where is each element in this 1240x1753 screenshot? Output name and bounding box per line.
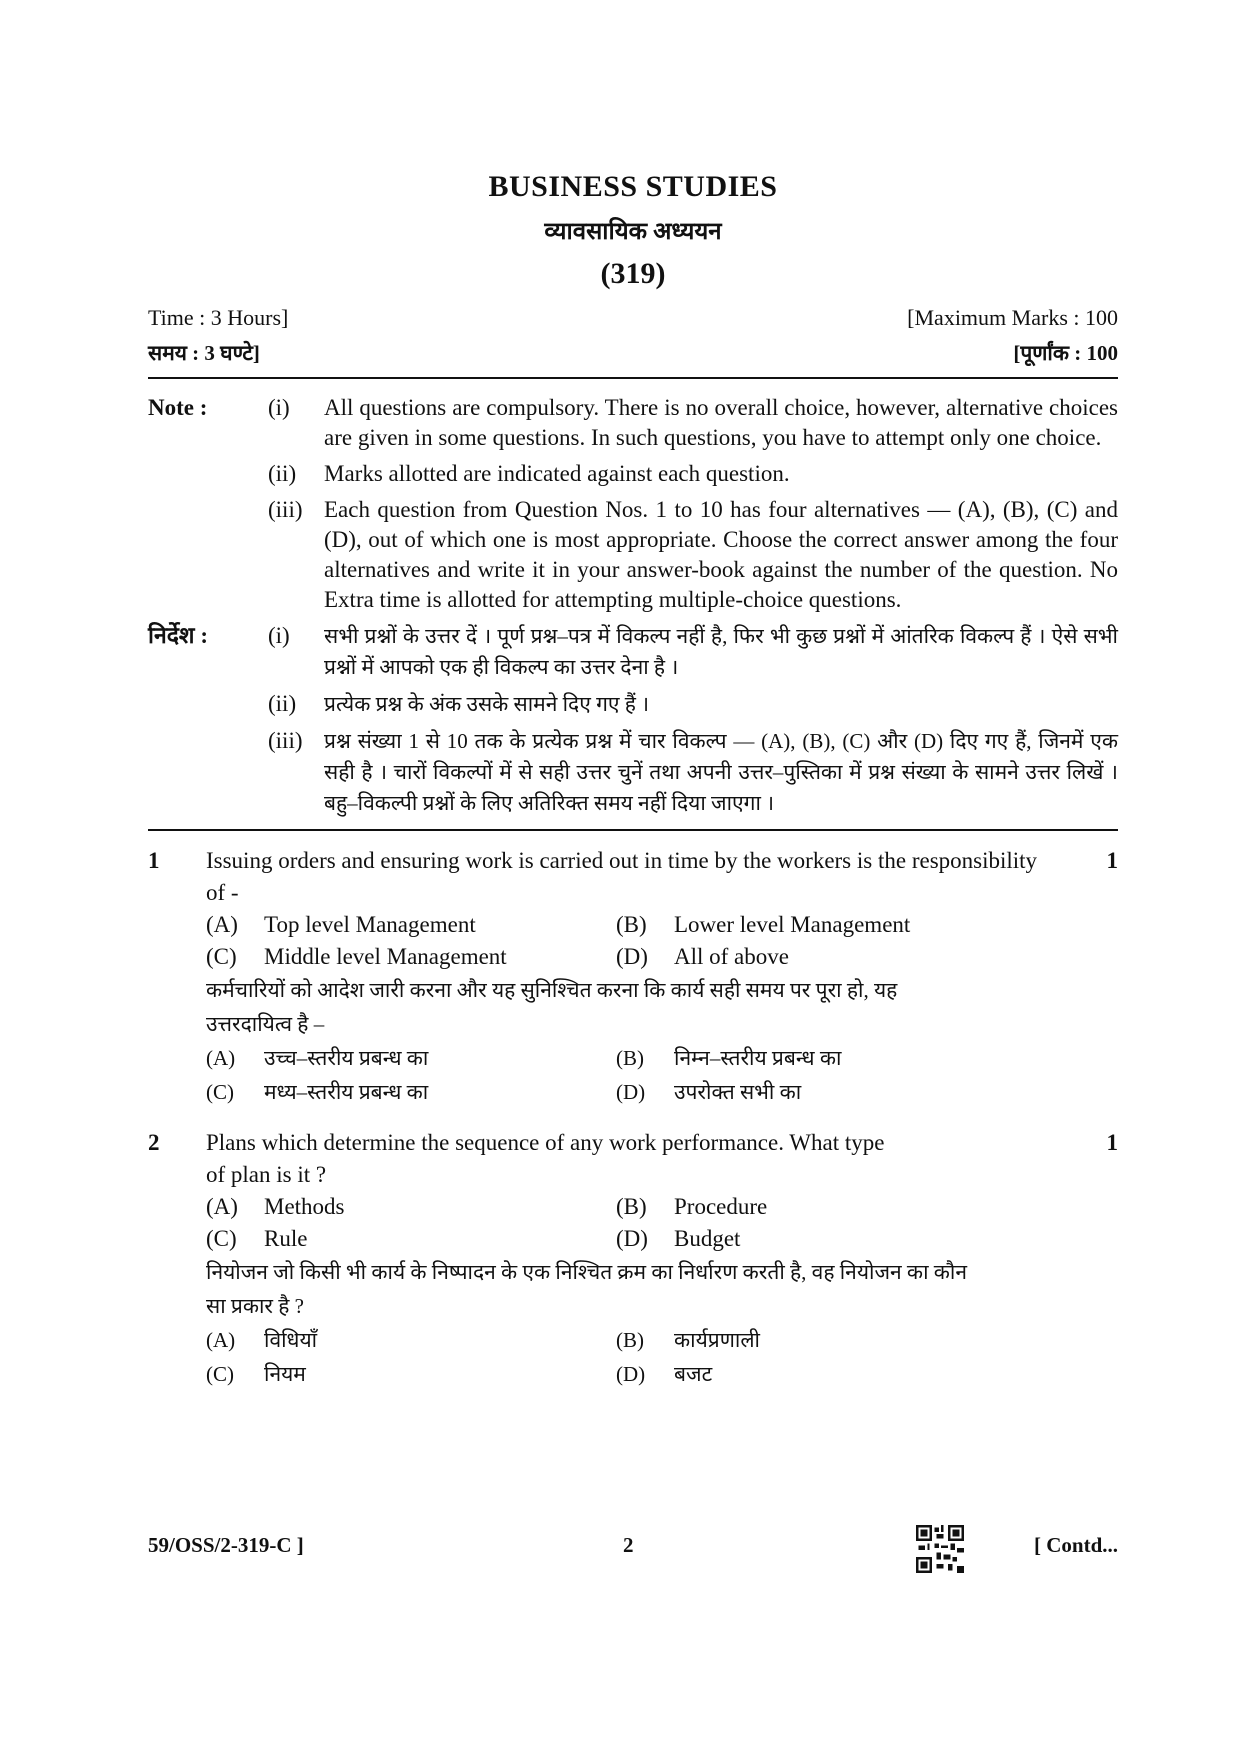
option-letter: (C) — [206, 1080, 234, 1104]
question-1 — [148, 845, 1118, 1109]
question-number: 1 — [148, 848, 160, 873]
option — [616, 909, 1058, 941]
option-letter: (C) — [206, 1226, 237, 1251]
note-text: Marks allotted are indicated against each question. — [324, 461, 790, 486]
option — [206, 941, 616, 973]
options-english — [206, 909, 1058, 973]
option — [206, 1041, 616, 1075]
question-2 — [148, 1127, 1118, 1391]
qr-code-icon — [916, 1525, 964, 1573]
option — [616, 1041, 1058, 1075]
note-number: (i) — [268, 395, 290, 420]
note-text-hindi: सभी प्रश्नों के उत्तर दें । पूर्ण प्रश्न–पत्र में विकल्प नहीं है, फिर भी कुछ प्रश्नों में आंतरिक विकल्प हैं । ऐसे सभी प्रश्नों में आपको एक ही विकल्प का उत्तर देना है । — [324, 624, 1118, 679]
option-text: Methods — [264, 1194, 345, 1219]
meta-row-english — [148, 305, 1118, 331]
option-text: बजट — [674, 1362, 713, 1386]
option — [206, 1075, 616, 1109]
option-letter: (B) — [616, 1194, 647, 1219]
question-number: 2 — [148, 1130, 160, 1155]
option — [206, 1357, 616, 1391]
options-hindi — [206, 1323, 1058, 1391]
option-letter: (A) — [206, 1046, 236, 1070]
page-number: 2 — [623, 1533, 634, 1557]
time-label: Time : 3 Hours] — [148, 305, 289, 330]
option-text: Budget — [674, 1226, 741, 1251]
option-text: कार्यप्रणाली — [674, 1328, 760, 1352]
question-text-hindi: नियोजन जो किसी भी कार्य के निष्पादन के एक निश्चित क्रम का निर्धारण करती है, वह नियोजन का कौन सा प्रकार है ? — [206, 1260, 967, 1318]
option-letter: (B) — [616, 1328, 644, 1352]
question-text: Plans which determine the sequence of any work performance. What type of plan is it ? — [206, 1130, 885, 1187]
note-label: Note : — [148, 395, 208, 420]
question-marks: 1 — [1106, 1130, 1118, 1155]
page-footer — [148, 1525, 1118, 1565]
question-text: Issuing orders and ensuring work is carried out in time by the workers is the responsibility of - — [206, 848, 1038, 905]
option-text: निम्न–स्तरीय प्रबन्ध का — [674, 1046, 842, 1070]
option-letter: (D) — [616, 1226, 648, 1251]
question-body — [206, 1127, 1058, 1391]
option-text: नियम — [264, 1362, 306, 1386]
option — [616, 941, 1058, 973]
question-text-hindi: कर्मचारियों को आदेश जारी करना और यह सुनिश्चित करना कि कार्य सही समय पर पूरा हो, यह उत्तरदायित्व है – — [206, 978, 898, 1036]
option-letter: (D) — [616, 1362, 646, 1386]
note-number: (ii) — [268, 461, 297, 486]
question-marks: 1 — [1106, 848, 1118, 873]
option-text: All of above — [674, 944, 789, 969]
note-number: (iii) — [268, 728, 303, 753]
note-label-hindi: निर्देश : — [148, 623, 208, 648]
option-text: Middle level Management — [264, 944, 507, 969]
option-text: Lower level Management — [674, 912, 911, 937]
question-body — [206, 845, 1058, 1109]
option-text: Procedure — [674, 1194, 768, 1219]
option-text: मध्य–स्तरीय प्रबन्ध का — [264, 1080, 429, 1104]
option — [206, 1223, 616, 1255]
subject-code: (319) — [600, 257, 666, 290]
option — [206, 1323, 616, 1357]
continued-label: [ Contd... — [1033, 1533, 1118, 1557]
option-letter: (C) — [206, 944, 237, 969]
marks-label: [Maximum Marks : 100 — [907, 305, 1118, 330]
option-text: उपरोक्त सभी का — [674, 1080, 802, 1104]
meta-row-hindi — [148, 339, 1118, 367]
option-letter: (B) — [616, 1046, 644, 1070]
exam-page — [148, 170, 1118, 1391]
note-text-hindi: प्रत्येक प्रश्न के अंक उसके सामने दिए गए हैं । — [324, 692, 650, 716]
option-letter: (A) — [206, 912, 238, 937]
option — [206, 1191, 616, 1223]
note-number: (iii) — [268, 497, 303, 522]
option-letter: (B) — [616, 912, 647, 937]
option-text: Rule — [264, 1226, 308, 1251]
page-title-hindi: व्यावसायिक अध्ययन — [544, 219, 722, 245]
marks-label-hindi: [पूर्णांक : 100 — [1013, 341, 1118, 365]
note-text: All questions are compulsory. There is no overall choice, however, alternative choices are given in some questions. In such questions, you have to attempt only one choice. — [324, 395, 1118, 450]
instructions-english — [148, 393, 1118, 825]
page-title: BUSINESS STUDIES — [488, 170, 778, 203]
option-letter: (D) — [616, 944, 648, 969]
option — [616, 1223, 1058, 1255]
note-number: (ii) — [268, 691, 297, 716]
note-number: (i) — [268, 623, 290, 648]
option-text: उच्च–स्तरीय प्रबन्ध का — [264, 1046, 429, 1070]
note-text: Each question from Question Nos. 1 to 10 has four alternatives — (A), (B), (C) and (D), out of which one is most appropriate. Choose the correct answer among the four alternatives and write it in your answer-book against the number of the question. No Extra time is allotted for attempting multiple-choice questions. — [324, 497, 1118, 612]
options-hindi — [206, 1041, 1058, 1109]
option — [206, 909, 616, 941]
option — [616, 1323, 1058, 1357]
option — [616, 1191, 1058, 1223]
option-letter: (A) — [206, 1328, 236, 1352]
divider — [148, 377, 1118, 379]
option — [616, 1357, 1058, 1391]
option-letter: (A) — [206, 1194, 238, 1219]
option-letter: (D) — [616, 1080, 646, 1104]
options-english — [206, 1191, 1058, 1255]
divider — [148, 829, 1118, 831]
note-text-hindi: प्रश्न संख्या 1 से 10 तक के प्रत्येक प्रश्न में चार विकल्प — (A), (B), (C) और (D) दिए गए हैं, जिनमें एक सही है । चारों विकल्पों में से सही उत्तर चुनें तथा अपनी उत्तर–पुस्तिका में प्रश्न संख्या के सामने उत्तर लिखें । बहु–विकल्पी प्रश्नों के लिए अतिरिक्त समय नहीं दिया जाएगा । — [324, 729, 1118, 815]
option-text: Top level Management — [264, 912, 476, 937]
option-text: विधियाँ — [264, 1328, 318, 1352]
option — [616, 1075, 1058, 1109]
paper-code: 59/OSS/2-319-C ] — [148, 1533, 304, 1557]
time-label-hindi: समय : 3 घण्टे] — [148, 341, 260, 365]
option-letter: (C) — [206, 1362, 234, 1386]
